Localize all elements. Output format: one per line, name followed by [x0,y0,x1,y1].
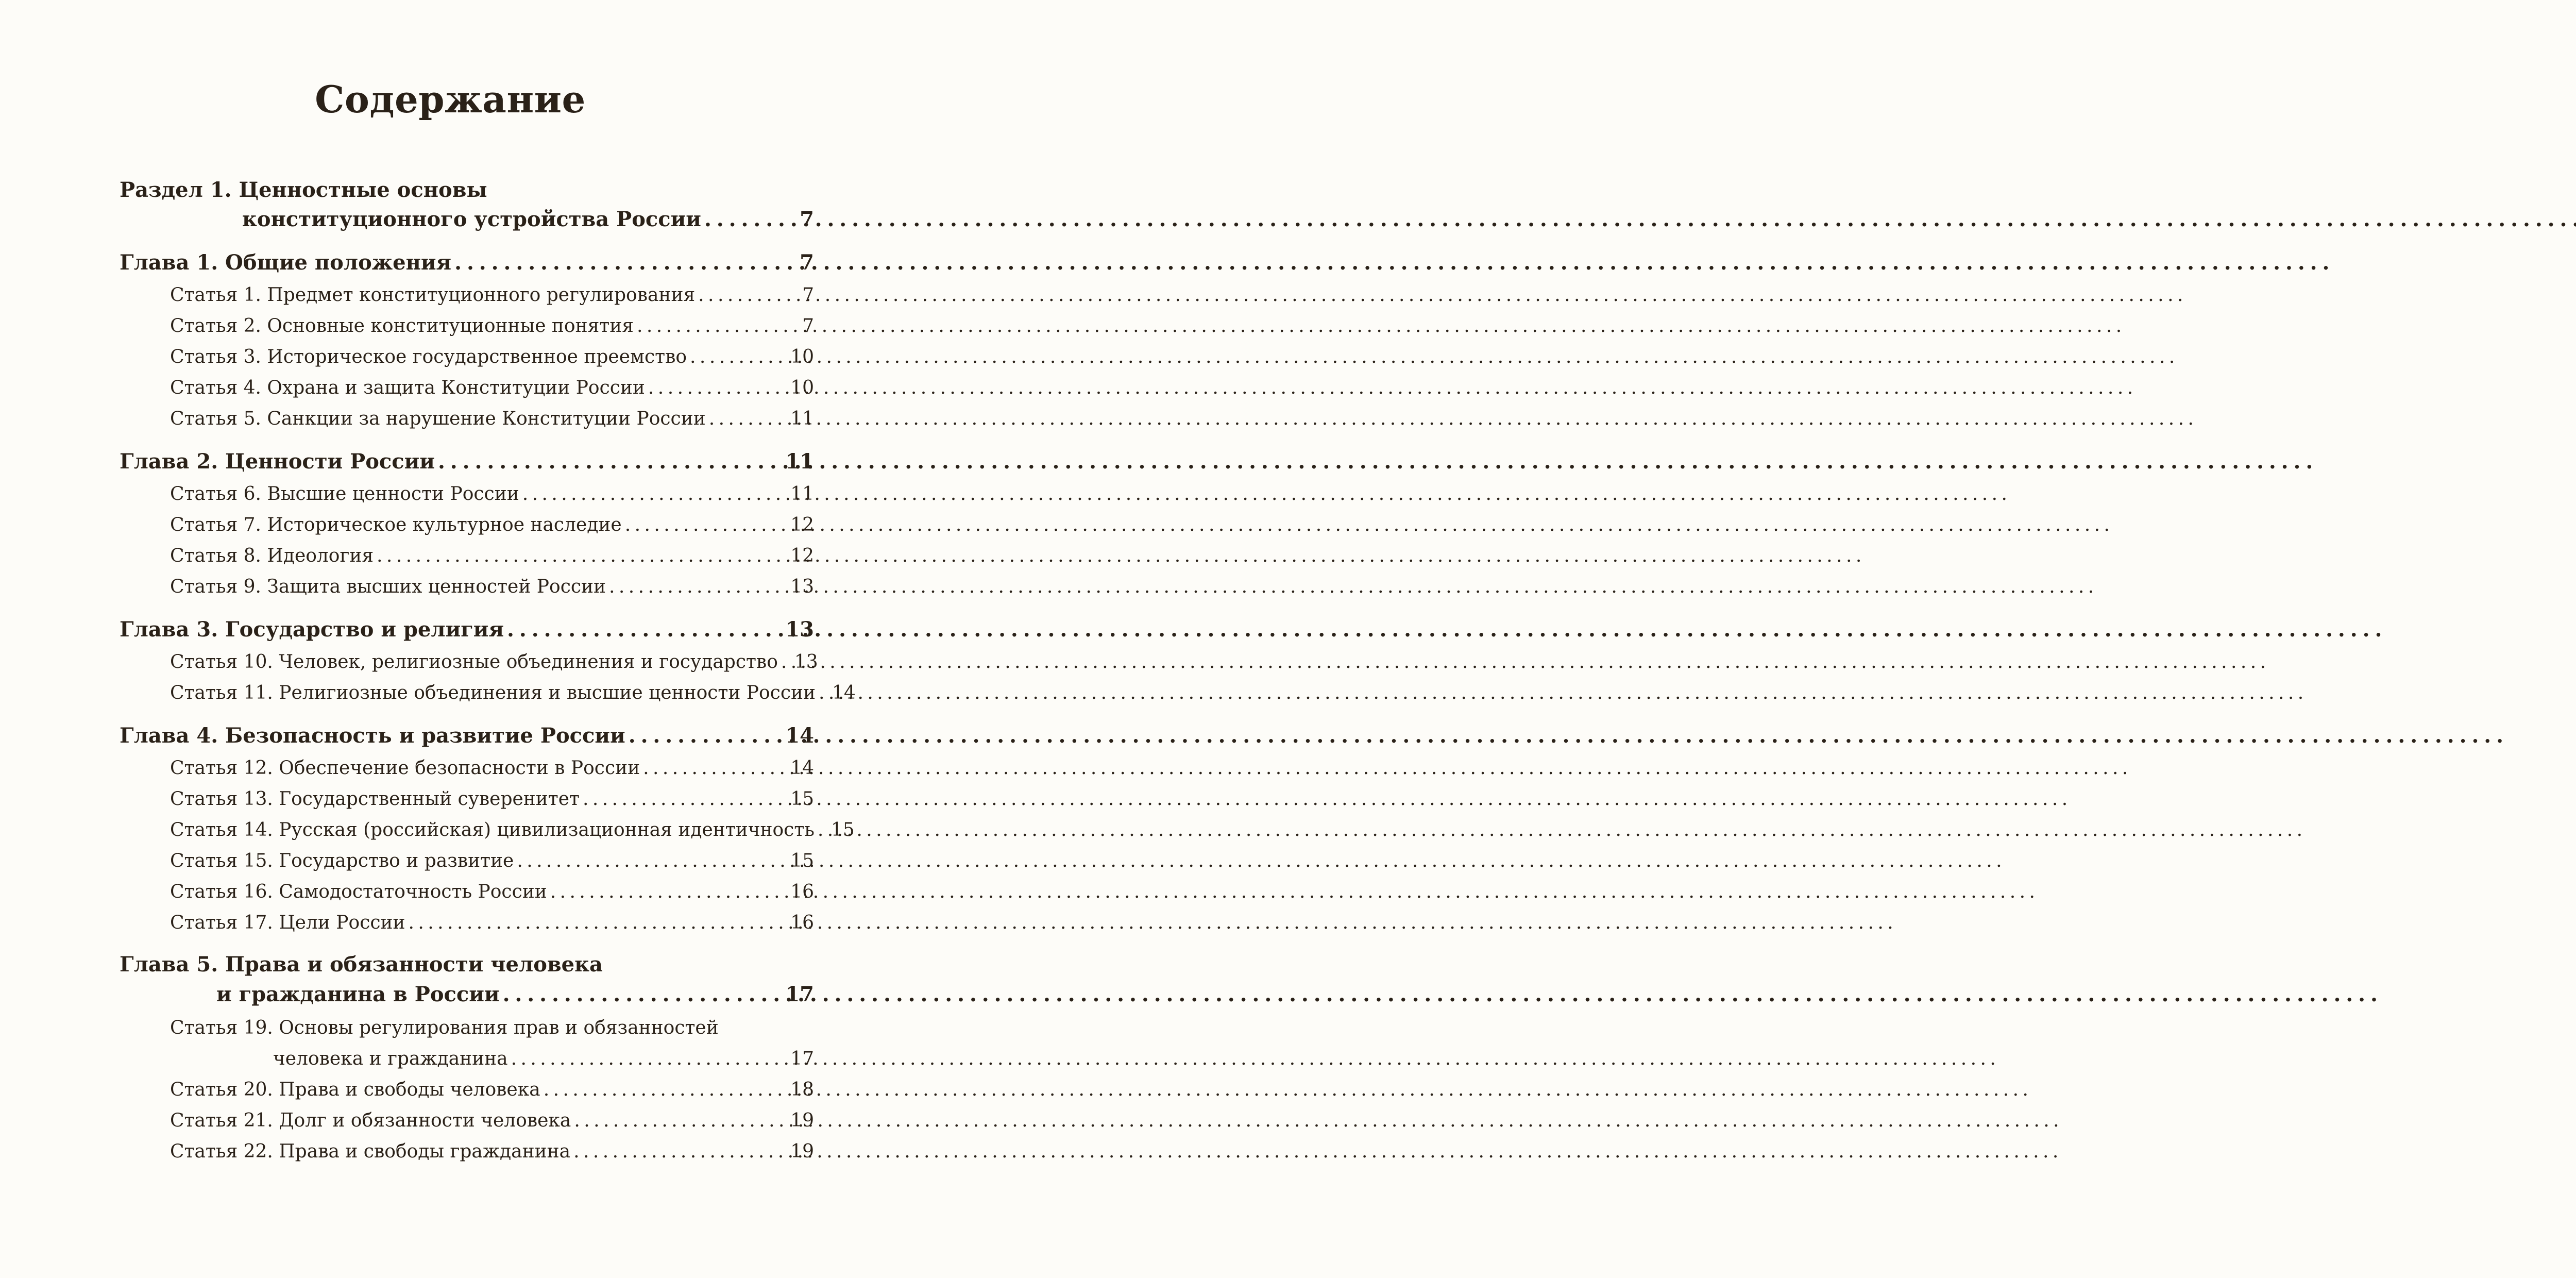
chapter-title-line2: и гражданина в России [216,982,500,1006]
page-title: Содержание [315,77,586,121]
article-title: Статья 17. Цели России [170,912,405,933]
page-number: 7 [800,207,814,231]
article-19-title-line1: Статья 19. Основы регулирования прав и обязанностей [170,1017,719,1038]
page-number: 19 [790,1141,814,1162]
toc-article[interactable] [170,346,814,367]
article-title: Статья 2. Основные конституционные понятия [170,315,634,337]
article-title: Статья 7. Историческое культурное наследие [170,514,622,535]
article-title: Статья 12. Обеспечение безопасности в России [170,758,640,779]
dot-leader [503,982,783,1006]
toc-article[interactable] [170,819,855,840]
article-title: Статья 9. Защита высших ценностей России [170,576,606,597]
dot-leader [454,250,796,275]
page-number: 7 [802,315,814,337]
toc-article[interactable] [170,284,814,306]
page-number: 12 [790,545,814,566]
dot-leader [609,576,787,597]
article-title: Статья 20. Права и свободы человека [170,1079,540,1100]
article-title: Статья 8. Идеология [170,545,374,566]
dot-leader [522,483,787,505]
section-title-line1: Раздел 1. Ценностные основы [120,178,487,202]
article-title: Статья 4. Охрана и защита Конституции России [170,377,645,398]
article-title: Статья 16. Самодостаточность России [170,881,547,902]
toc-article[interactable] [170,1110,814,1131]
dot-leader [517,850,787,871]
dot-leader [781,651,791,672]
page-number: 10 [790,377,814,398]
toc-chapter-3[interactable] [120,617,814,642]
page-number: 10 [790,346,814,367]
toc-article[interactable] [273,1048,814,1069]
toc-chapter-4[interactable] [120,724,814,748]
page-number: 11 [785,449,814,474]
dot-leader [629,724,783,748]
page-number: 19 [790,1110,814,1131]
chapter-title: Глава 4. Безопасность и развитие России [120,724,625,748]
toc-chapter-1[interactable] [120,250,814,275]
toc-article[interactable] [170,545,814,566]
article-title: Статья 1. Предмет конституционного регулирования [170,284,696,306]
article-title: Статья 21. Долг и обязанности человека [170,1110,571,1131]
page-number: 12 [790,514,814,535]
article-title: Статья 5. Санкции за нарушение Конституции России [170,408,706,429]
chapter-5-title-line1: Глава 5. Права и обязанности человека [120,952,603,977]
section-title-line2: конституционного устройства России [242,207,701,231]
dot-leader [698,284,799,306]
dot-leader [625,514,787,535]
page-number: 11 [790,483,814,505]
toc-section-entry[interactable] [242,207,814,231]
dot-leader [648,377,787,398]
toc-article[interactable] [170,377,814,398]
page-number: 18 [790,1079,814,1100]
toc-article[interactable] [170,758,814,779]
chapter-title: Глава 2. Ценности России [120,449,435,474]
toc-article[interactable] [170,788,814,810]
page-number: 16 [790,912,814,933]
page-number: 15 [831,819,855,840]
toc-article[interactable] [170,408,814,429]
toc-article[interactable] [170,483,814,505]
toc-article[interactable] [170,514,814,535]
toc-page [0,0,901,1278]
dot-leader [438,449,782,474]
page-number: 17 [785,982,814,1006]
dot-leader [819,682,829,703]
dot-leader [643,758,787,779]
page-number: 14 [785,724,814,748]
dot-leader [409,912,788,933]
article-title: Статья 11. Религиозные объединения и высшие ценности России [170,682,816,703]
page-number: 14 [832,682,856,703]
toc-article[interactable] [170,576,814,597]
page-number: 15 [790,850,814,871]
dot-leader [377,545,787,566]
page-number: 15 [790,788,814,810]
page-number: 7 [802,284,814,306]
article-title: Статья 22. Права и свободы гражданина [170,1141,571,1162]
page-number: 13 [790,576,814,597]
page-number: 13 [794,651,818,672]
dot-leader [550,881,787,902]
article-title: Статья 3. Историческое государственное преемство [170,346,687,367]
article-title: Статья 13. Государственный суверенитет [170,788,580,810]
article-title-line2: человека и гражданина [273,1048,508,1069]
dot-leader [704,207,796,231]
toc-article[interactable] [170,912,814,933]
chapter-title: Глава 1. Общие положения [120,250,452,275]
dot-leader [574,1110,787,1131]
toc-chapter-2[interactable] [120,449,814,474]
dot-leader [583,788,787,810]
toc-article[interactable] [170,682,856,703]
toc-article[interactable] [170,651,818,672]
toc-article[interactable] [170,1141,814,1162]
chapter-title: Глава 3. Государство и религия [120,617,504,642]
dot-leader [818,819,828,840]
toc-article[interactable] [170,881,814,902]
dot-leader [690,346,787,367]
dot-leader [637,315,799,337]
article-title: Статья 14. Русская (российская) цивилизационная идентичность [170,819,815,840]
article-title: Статья 6. Высшие ценности России [170,483,519,505]
toc-article[interactable] [170,850,814,871]
dot-leader [573,1141,787,1162]
toc-chapter-5[interactable] [216,982,814,1006]
page-number: 14 [790,758,814,779]
article-title: Статья 15. Государство и развитие [170,850,514,871]
toc-article[interactable] [170,315,814,337]
toc-article[interactable] [170,1079,814,1100]
dot-leader [544,1079,787,1100]
page-number: 11 [790,408,814,429]
dot-leader [511,1048,788,1069]
page-number: 13 [785,617,814,642]
page-number: 7 [800,250,814,275]
page-number: 16 [790,881,814,902]
dot-leader [709,408,787,429]
page-number: 17 [790,1048,814,1069]
article-title: Статья 10. Человек, религиозные объединения и государство [170,651,778,672]
dot-leader [507,617,782,642]
